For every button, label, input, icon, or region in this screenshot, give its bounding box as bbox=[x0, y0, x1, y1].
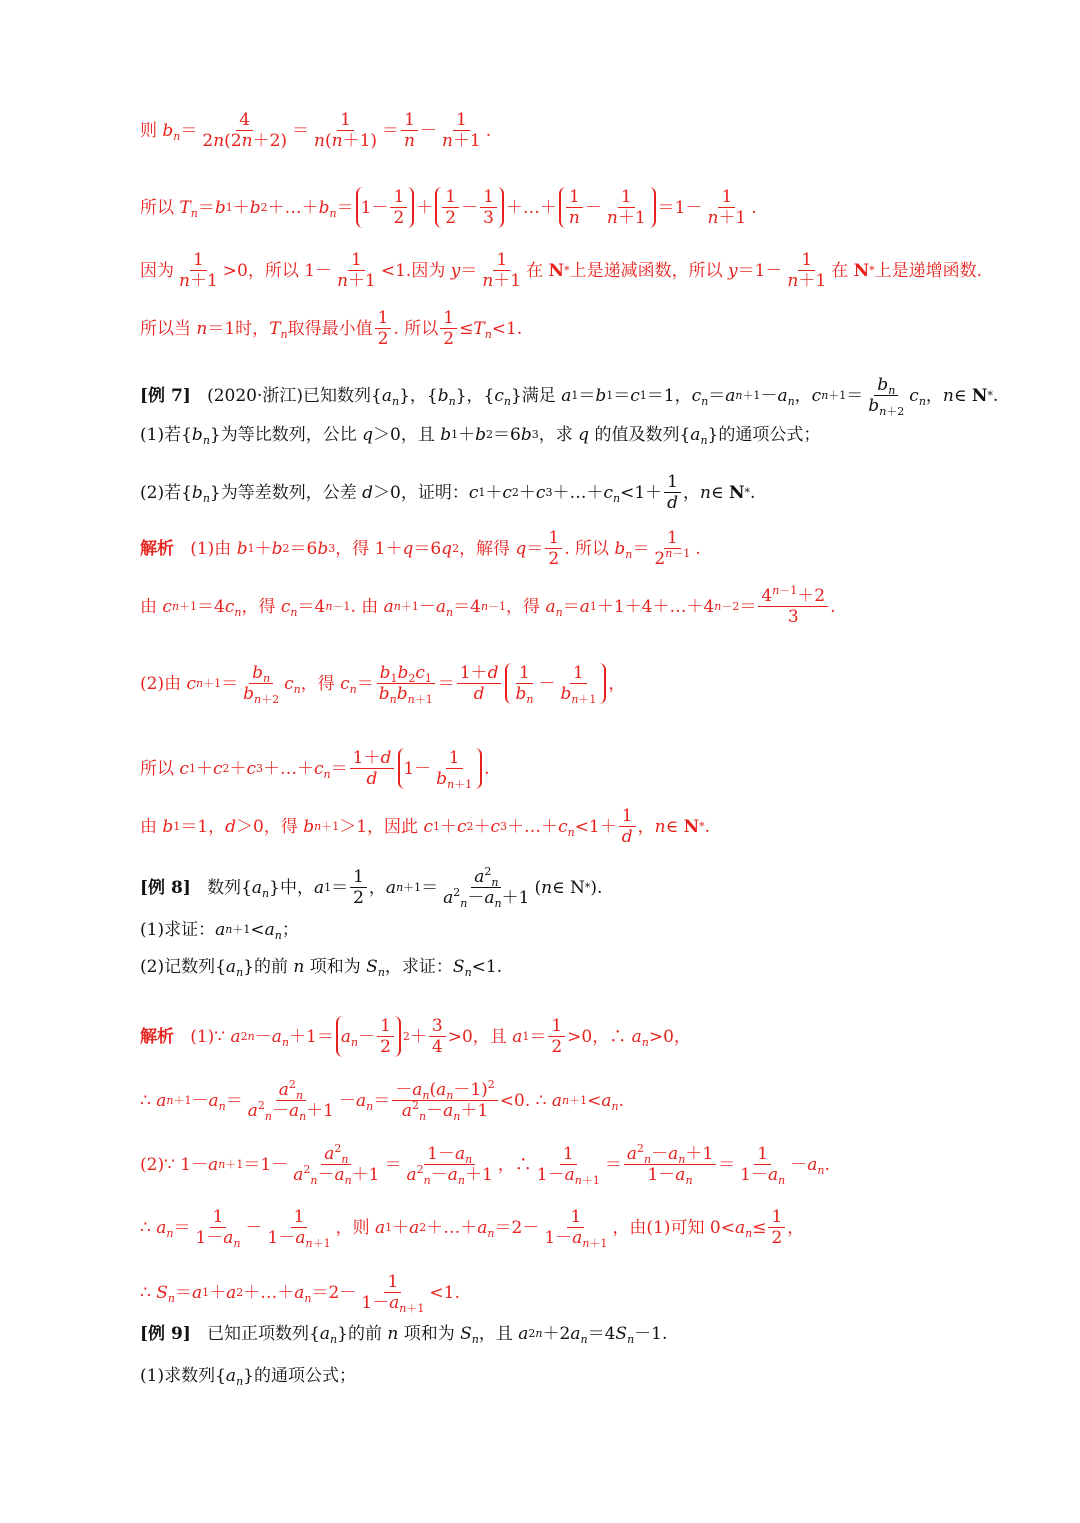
example-8-q1: (1)求证： a n＋1 < $a_n$ ； bbox=[140, 920, 299, 942]
ex8-s4-c: ，由(1)可知 bbox=[612, 1217, 705, 1238]
example-8-solution-3: (2)∵ 1－ a n＋1 ＝1－ $a^2_n$ $a^2_n-a_n+1$ ＝ $1-a_n$ $a^2_n-a_n+1$ ，∴ 1 $1-a_{n+1}$ ＝ $a^2_n-a_n+1$ $1-a_n$ ＝ 1 $1-a_n$ － $a_n$ . bbox=[140, 1142, 830, 1187]
text-time: 时， bbox=[235, 318, 270, 339]
example-7-q2: (2)若 { $b_n$ } 为等差数列，公差 d ＞0 ，证明： c 1 ＋ c 2 ＋ c 3 ＋…＋ $c_n$ <1＋ 1 d ， n ∈ N * . bbox=[140, 472, 756, 513]
ex8-s5-a: ∴ bbox=[140, 1282, 151, 1303]
text-decreasing: 上是递减函数，所以 bbox=[569, 260, 723, 281]
analysis-label-2: 解析 bbox=[140, 1026, 174, 1047]
prev-solution-line-4: 所以当 n ＝1 时， $T_n$ 取得最小值 1 2 . 所以 1 2 ≤ $T_n$ <1. bbox=[140, 308, 523, 349]
prev-solution-line-1: 则 $b_n$ ＝ 4 2n(2n＋2) ＝ 1 n(n＋1) ＝ 1 n － 1 n＋1 . bbox=[140, 110, 492, 151]
example-7-solution-5: 由 b 1 ＝1， d ＞0 ，得 b n＋1 ＞1 ，因此 c 1 ＋ c 2 ＋ c 3 ＋…＋ $c_n$ <1＋ 1 d ， n ∈ N * . bbox=[140, 806, 711, 847]
example-8-solution-5: ∴ $S_n$ ＝ a 1 ＋ a 2 ＋…＋ $a_n$ ＝2－ 1 $1-a_{n+1}$ <1. bbox=[140, 1272, 460, 1315]
example-9-stem: [例 9] 已知正项数列 { $a_n$ } 的前 n 项和为 $S_n$ ，且 a 2 n ＋2 $a_n$ ＝4 $S_n$ －1. bbox=[140, 1324, 668, 1346]
ex7-q2-c: ，证明： bbox=[400, 482, 469, 503]
ex7-q1-e: 的值及数列 bbox=[594, 425, 680, 445]
example-8-label: [例 8] bbox=[140, 877, 191, 898]
example-8-stem: [例 8] 数列 { $a_n$ } 中， a 1 ＝ 1 2 ， a n＋1 ＝ $a^2_n$ $a^2_n-a_n+1$ ( n ∈ N * ). bbox=[140, 865, 603, 910]
ex7-s5-a: 由 bbox=[140, 816, 157, 837]
example-7-solution-2: 由 c n＋1 ＝4 $c_n$ ，得 $c_n$ ＝4 n－1 . 由 a n＋1 － $a_n$ ＝4 n－1 ，得 $a_n$ ＝ a 1 ＋1＋4＋…＋4 n－2 ＝ $4^{n-1}+2$ 3 . bbox=[140, 584, 836, 627]
ex8-s4-a: ∴ bbox=[140, 1217, 151, 1238]
ex8-s1-c: ，∴ bbox=[592, 1026, 627, 1047]
example-8-solution-1: 解析 (1)∵ a 2 n － $a_n$ ＋1＝ $a_n$ － 1 2 2 ＋ 3 4 >0 ，且 a 1 ＝ 1 2 >0 ，∴ $a_n$ >0， bbox=[140, 1016, 691, 1057]
ex7-q1-d: ，求 bbox=[538, 425, 573, 445]
ex8-s2-b: ∴ bbox=[535, 1090, 547, 1111]
example-7-q1: (1)若 { $b_n$ } 为等比数列，公比 q ＞0 ，且 b 1 ＋ b 2 ＝6 b 3 ，求 q 的值及数列 { $a_n$ } 的通项公式； bbox=[140, 425, 821, 447]
text-when: 所以当 bbox=[140, 318, 191, 339]
ex8-s1-a: (1)∵ bbox=[190, 1026, 226, 1047]
ex7-s1-d: . 所以 bbox=[564, 538, 609, 559]
ex8-s1-b: ，且 bbox=[472, 1026, 507, 1047]
text-then: 则 bbox=[140, 120, 157, 141]
ex8-q1: (1)求证： bbox=[140, 920, 216, 940]
prev-solution-line-2: 所以 $T_n$ ＝ b 1 ＋ b 2 ＋…＋ $b_n$ ＝ 1－ 1 2 ＋ 1 2 － 1 3 ＋…＋ 1 n － 1 n＋1 ＝1－ 1 n＋1 . bbox=[140, 187, 757, 228]
text-increasing: 上是递增函数. bbox=[874, 260, 983, 281]
ex9-stem-a: 已知正项数列 bbox=[207, 1324, 310, 1344]
ex7-q1-a: (1)若 bbox=[140, 425, 182, 445]
ex7-s2-d: ，得 bbox=[506, 596, 541, 617]
example-7-label: [例 7] bbox=[140, 385, 191, 406]
example-8-q2: (2)记数列 { $a_n$ } 的前 n 项和为 $S_n$ ，求证： $S_n$ <1. bbox=[140, 957, 503, 979]
ex7-s1-c: ，解得 bbox=[459, 538, 511, 559]
example-9-q1: (1)求数列 { $a_n$ } 的通项公式； bbox=[140, 1366, 356, 1388]
ex7-q1-c: ，且 bbox=[400, 425, 435, 445]
ex7-s2-b: ，得 bbox=[241, 596, 276, 617]
ex7-q1-f: 的通项公式； bbox=[718, 425, 821, 445]
ex8-stem-b: 中， bbox=[279, 877, 314, 898]
example-7-solution-4: 所以 c 1 ＋ c 2 ＋ c 3 ＋…＋ $c_n$ ＝ 1＋d d 1－ 1 $b_{n+1}$ . bbox=[140, 748, 490, 791]
ex8-s4-b: ，则 bbox=[335, 1217, 370, 1238]
prev-solution-line-3: 因为 1 n＋1 >0， 所以 1－ 1 n＋1 <1. 因为 y ＝ 1 n＋1 在 N * 上是递减函数，所以 y ＝1－ 1 n＋1 在 N * 上是递增函数. bbox=[140, 250, 983, 291]
ex8-q2-a: (2)记数列 bbox=[140, 957, 216, 977]
ex7-s1-a: (1)由 bbox=[190, 538, 232, 559]
ex9-q1-a: (1)求数列 bbox=[140, 1366, 216, 1386]
example-8-solution-4: ∴ $a_n$ ＝ 1 $1-a_n$ － 1 $1-a_{n+1}$ ，则 a 1 ＋ a 2 ＋…＋ $a_n$ ＝2－ 1 $1-a_{n+1}$ ，由(1)可知 0< $a_n$ ≤ 1 2 ， bbox=[140, 1207, 805, 1250]
ex8-s2-a: ∴ bbox=[140, 1090, 151, 1111]
ex9-stem-b: 的前 bbox=[347, 1324, 382, 1344]
example-9-label: [例 9] bbox=[140, 1324, 191, 1344]
ex7-s5-b: ，得 bbox=[263, 816, 298, 837]
ex7-s2-c: . 由 bbox=[350, 596, 379, 617]
analysis-label: 解析 bbox=[140, 538, 174, 559]
text-because: 因为 bbox=[140, 260, 174, 281]
ex8-q2-d: ，求证： bbox=[384, 957, 453, 977]
ex7-s4-a: 所以 bbox=[140, 758, 174, 779]
ex8-s3-a: (2)∵ bbox=[140, 1154, 175, 1175]
ex7-q2-b: 为等差数列，公差 bbox=[220, 482, 357, 503]
ex7-source: (2020·浙江)已知数列 bbox=[207, 385, 371, 406]
ex8-q2-c: 项和为 bbox=[309, 957, 361, 977]
example-7-solution-3: (2)由 c n＋1 ＝ $b_n$ $b_{n+2}$ $c_n$ ，得 $c_n$ ＝ $b_1b_2c_1$ $b_nb_{n+1}$ ＝ 1＋d d 1 $b_n$ － 1 $b_{n+1}$ ， bbox=[140, 663, 626, 706]
example-8-solution-2: ∴ a n＋1 － $a_n$ ＝ $a^2_n$ $a^2_n-a_n+1$ － $a_n$ ＝ $-a_n(a_n-1)^2$ $a^2_n-a_n+1$ <0. ∴ a n＋1 < $a_n$ . bbox=[140, 1078, 625, 1123]
text-so3: . 所以 bbox=[393, 318, 439, 339]
text-so: 所以 bbox=[140, 197, 174, 218]
text-because2: 因为 bbox=[411, 260, 446, 281]
ex7-s5-c: ，因此 bbox=[367, 816, 419, 837]
text-so2: 所以 bbox=[264, 260, 299, 281]
ex7-s3-b: ，得 bbox=[300, 673, 335, 694]
ex7-q2-a: (2)若 bbox=[140, 482, 182, 503]
text-min-value: 取得最小值 bbox=[287, 318, 373, 339]
ex9-stem-c: 项和为 bbox=[403, 1324, 455, 1344]
ex7-s1-b: ，得 bbox=[335, 538, 370, 559]
ex8-s3-b: ，∴ bbox=[497, 1154, 532, 1175]
ex9-stem-d: ，且 bbox=[478, 1324, 513, 1344]
ex7-cond: 满足 bbox=[521, 385, 556, 406]
ex8-q2-b: 的前 bbox=[253, 957, 288, 977]
ex7-s2-a: 由 bbox=[140, 596, 157, 617]
ex8-stem-a: 数列 bbox=[207, 877, 242, 898]
ex7-s3-a: (2)由 bbox=[140, 673, 182, 694]
ex7-q1-b: 为等比数列，公比 bbox=[220, 425, 357, 445]
example-7-solution-1: 解析 (1)由 b 1 ＋ b 2 ＝6 b 3 ，得 1＋ q ＝6 q 2 ，解得 q ＝ 1 2 . 所以 $b_n$ ＝ 1 $2^{n-1}$ . bbox=[140, 528, 701, 569]
fraction: 4 2n(2n＋2) bbox=[202, 110, 288, 151]
ex9-q1-b: 的通项公式； bbox=[253, 1366, 356, 1386]
example-7-stem: [例 7] (2020·浙江)已知数列 { $a_n$ }，{ $b_n$ }，{ $c_n$ } 满足 a 1 ＝ b 1 ＝ c 1 ＝1， $c_n$ ＝ a n＋1 － $a_n$ ， c n＋1 ＝ $b_n$ $b_{n+2}$ $c_n$ ， n ∈ N * . bbox=[140, 375, 999, 418]
